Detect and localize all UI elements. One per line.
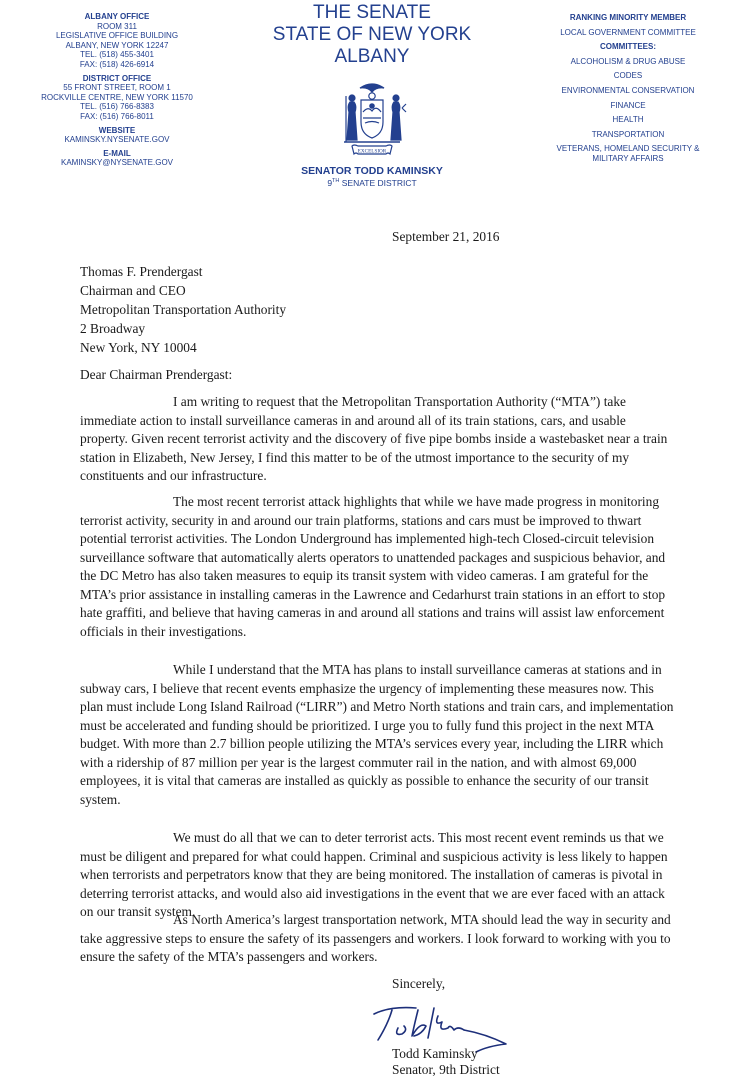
committee-item: TRANSPORTATION [591,129,665,139]
senator-name: SENATOR TODD KAMINSKY [301,165,443,177]
signer-name: Todd Kaminsky [392,1046,478,1061]
address-line: New York, NY 10004 [80,340,197,355]
address-line: 2 Broadway [80,321,146,336]
senate-title-line: STATE OF NEW YORK [272,24,472,45]
district-office-line: FAX: (516) 766-8011 [80,111,154,121]
albany-office-line: ALBANY, NEW YORK 12247 [65,40,169,50]
ranking-committee: LOCAL GOVERNMENT COMMITTEE [560,27,696,37]
district-office-line: TEL. (516) 766-8383 [80,102,154,112]
seal-banner-text: EXCELSIOR [357,148,387,155]
albany-office-line: TEL. (518) 455-3401 [80,50,154,60]
body-paragraph: We must do all that we can to deter terrorist acts. This most recent event reminds us that we must be diligent and prepared for what could happen. Criminal and suspicious activity is less likely to happen when terrorists and perpetrators know that they are being monitored. The installation of cameras is pivotal in deterring terrorist attacks, and would also aid investigations in the event that we are ever faced with an attack on our transit system. [80,830,668,919]
address-line: Chairman and CEO [80,283,186,298]
ranking-member-heading: RANKING MINORITY MEMBER [569,13,687,22]
committees-heading: COMMITTEES: [600,42,656,52]
district-ordinal-suffix: TH [332,178,340,185]
senate-title-line: ALBANY [334,46,410,67]
albany-office-line: LEGISLATIVE OFFICE BUILDING [55,31,179,41]
district-office-line: 55 FRONT STREET, ROOM 1 [63,83,171,93]
signer-title: Senator, 9th District [392,1062,500,1077]
closing: Sincerely, [392,976,446,991]
committee-item: CODES [613,71,643,81]
body-paragraph: As North America’s largest transportation network, MTA should lead the way in security and take aggressive steps to ensure the safety of its passengers and workers. I look forward to working with you to ensure the safety of the MTA’s passengers and workers. [80,912,671,964]
district-office-line: ROCKVILLE CENTRE, NEW YORK 11570 [41,92,193,102]
address-line: Thomas F. Prendergast [80,264,203,279]
email-address: KAMINSKY@NYSENATE.GOV [61,158,173,168]
body-paragraph: I am writing to request that the Metropolitan Transportation Authority (“MTA”) take immediate action to install surveillance cameras in and around all of its train stations, cars, and usable property. Given recent terrorist activity and the discovery of five pipe bombs inside a wastebasket near a train station in Elizabeth, New Jersey, I find this matter to be of the utmost importance to the security of my constituents and our infrastructure. [80,394,668,483]
albany-office-heading: ALBANY OFFICE [84,12,150,21]
committee-item: MILITARY AFFAIRS [592,153,664,163]
district-office-heading: DISTRICT OFFICE [82,73,152,83]
district-number: 9 [327,178,333,188]
state-seal-icon [330,78,414,162]
salutation: Dear Chairman Prendergast: [80,367,233,382]
district-label: SENATE DISTRICT [339,178,417,188]
committee-item: ALCOHOLISM & DRUG ABUSE [570,56,686,66]
committee-item: FINANCE [610,100,646,110]
letterhead-right-column [540,13,716,164]
committee-item: ENVIRONMENTAL CONSERVATION [561,85,695,95]
recipient-address [80,262,286,357]
letter-date: September 21, 2016 [392,229,500,244]
email-heading: E-MAIL [103,148,131,158]
senate-title-line: THE SENATE [313,2,431,23]
body-paragraph: The most recent terrorist attack highlights that while we have made progress in monitoring terrorist activity, security in and around our train platforms, stations and cars must be improved to thwart potential terrorist activities. The London Underground has implemented high-tech Closed-circuit television surveillance software that automatically alerts operators to unattended packages and suspicious behavior, and the DC Metro has also taken measures to equip its transit system with video cameras. I am grateful for the MTA’s prior assistance in installing cameras in the Lawrence and Cedarhurst train stations in an effort to stop hate graffiti, and believe that having cameras in and around all stations and trains will assist law enforcement officials in their investigations. [80,494,666,639]
letterhead-center [270,2,474,188]
website-url: KAMINSKY.NYSENATE.GOV [64,135,170,145]
body-paragraph: While I understand that the MTA has plans to install surveillance cameras at stations and in subway cars, I believe that recent events emphasize the urgency of implementing these measures now. This plan must include Long Island Railroad (“LIRR”) and Metro North stations and train cars, and implementation must be accelerated and funding should be prioritized. I urge you to fully fund this project in the next MTA budget. With more than 2.7 billion people utilizing the MTA’s services every year, including the LIRR which with a ridership of 87 million per year is the largest commuter rail in the nation, and with almost 69,000 employees, it is vital that cameras are installed as quickly as possible to enhance the security of our transit system. [80,662,674,807]
senate-district [270,178,474,188]
committee-item: VETERANS, HOMELAND SECURITY & [556,144,700,154]
website-heading: WEBSITE [98,125,136,135]
address-line: Metropolitan Transportation Authority [80,302,287,317]
letterhead-left-column [38,12,196,168]
albany-office-line: FAX: (518) 426-6914 [79,59,155,69]
committee-item: HEALTH [612,115,644,125]
albany-office-line: ROOM 311 [97,21,137,31]
